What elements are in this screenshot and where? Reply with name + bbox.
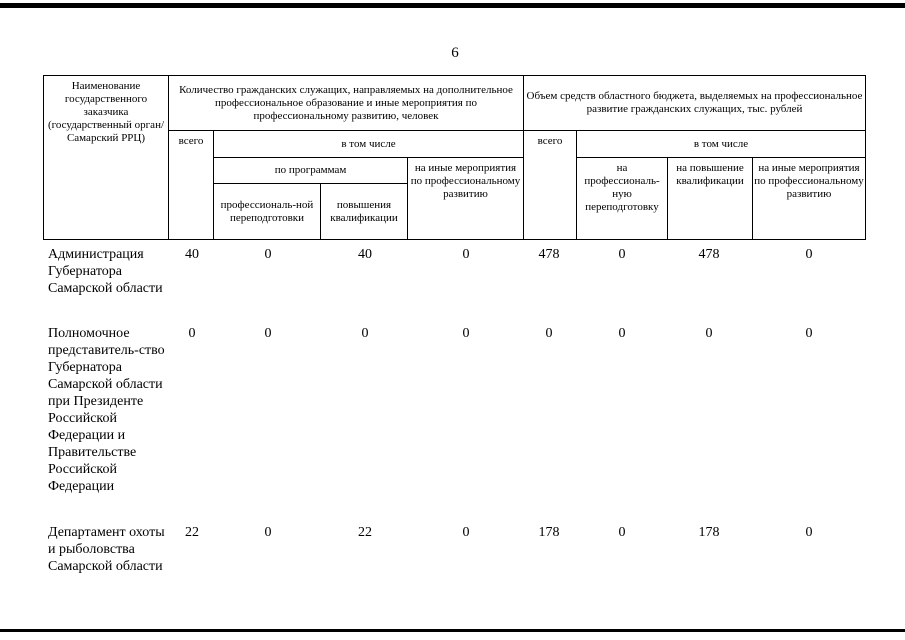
cell-count-retraining: 0	[264, 525, 272, 540]
cell-budget-retraining: 0	[618, 247, 626, 262]
header-budget-qualification: на повышение квалификации	[676, 162, 744, 187]
cell-budget-total: 0	[545, 326, 553, 341]
header-name: Наименование государственного заказчика (государственный орган/Самарский РРЦ)	[47, 80, 165, 144]
cell-budget-other: 0	[805, 247, 813, 262]
cell-count-total: 0	[188, 326, 196, 341]
header-vline	[865, 75, 866, 240]
cell-budget-other: 0	[805, 525, 813, 540]
cell-budget-qualification: 478	[698, 247, 720, 262]
cell-count-retraining: 0	[264, 247, 272, 262]
header-prof-retraining: профессиональ-ной переподготовки	[220, 198, 314, 224]
top-border	[0, 3, 905, 8]
row-organization-name: Департамент охоты и рыболовства Самарской области	[48, 525, 165, 574]
cell-budget-retraining: 0	[618, 525, 626, 540]
row-organization-name: Администрация Губернатора Самарской области	[48, 247, 163, 296]
cell-budget-total: 178	[538, 525, 560, 540]
header-by-programs: по программам	[274, 164, 347, 176]
header-budget-retraining: на профессиональ-ную переподготовку	[584, 162, 660, 213]
cell-budget-other: 0	[805, 326, 813, 341]
header-other-events: на иные мероприятия по профессиональному развитию	[410, 162, 521, 200]
header-count-group: Количество гражданских служащих, направляемых на дополнительное профессиональное образование и иные мероприятия по профессиональному развитию, человек	[179, 83, 513, 122]
cell-count-qualification: 22	[358, 525, 372, 540]
bottom-border	[0, 629, 905, 632]
header-budget-total: всего	[537, 135, 563, 147]
cell-count-other: 0	[462, 525, 470, 540]
cell-count-retraining: 0	[264, 326, 272, 341]
cell-count-total: 22	[185, 525, 199, 540]
header-qualification: повышения квалификации	[330, 198, 398, 224]
cell-count-qualification: 40	[358, 247, 372, 262]
header-budget-group: Объем средств областного бюджета, выделяемых на профессиональное развитие гражданских служащих, тыс. рублей	[526, 90, 863, 115]
cell-count-total: 40	[185, 247, 199, 262]
cell-count-other: 0	[462, 247, 470, 262]
header-count-including: в том числе	[341, 137, 396, 150]
header-budget-including: в том числе	[693, 137, 749, 150]
header-count-total: всего	[178, 135, 204, 147]
cell-count-qualification: 0	[361, 326, 369, 341]
cell-count-other: 0	[462, 326, 470, 341]
header-budget-other: на иные мероприятия по профессиональному развитию	[754, 162, 864, 200]
header-line-bottom	[43, 239, 865, 240]
cell-budget-qualification: 0	[705, 326, 713, 341]
cell-budget-qualification: 178	[698, 525, 720, 540]
row-organization-name: Полномочное представитель-ство Губернатора Самарской области при Президенте Российской Федерации и Правительстве Российской Федерации	[48, 326, 165, 494]
page-number: 6	[451, 45, 459, 61]
cell-budget-total: 478	[538, 247, 560, 262]
cell-budget-retraining: 0	[618, 326, 626, 341]
